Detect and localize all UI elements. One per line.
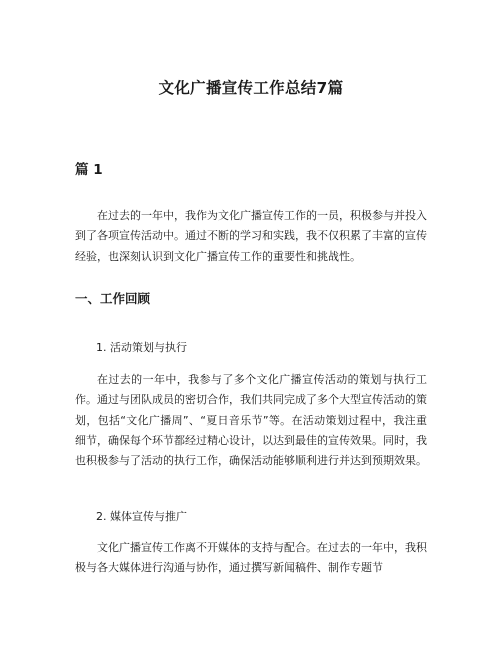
- document-title: 文化广播宣传工作总结7篇: [158, 79, 344, 97]
- intro-paragraph: 在过去的一年中，我作为文化广播宣传工作的一员，积极参与并投入到了各项宣传活动中。通过不断的学习和实践，我不仅积累了丰富的宣传经验，也深刻认识到文化广播宣传工作的重要性和挑战性。: [75, 209, 427, 263]
- subheading-media-promotion: 2. 媒体宣传与推广: [96, 510, 187, 523]
- section-title: 篇 1: [75, 162, 103, 178]
- media-paragraph: 文化广播宣传工作离不开媒体的支持与配合。在过去的一年中，我积极与各大媒体进行沟通与协作，通过撰写新闻稿件、制作专题节: [75, 541, 427, 575]
- subheading-activity-planning: 1. 活动策划与执行: [96, 341, 187, 354]
- activity-paragraph: 在过去的一年中，我参与了多个文化广播宣传活动的策划与执行工作。通过与团队成员的密切合作，我们共同完成了多个大型宣传活动的策划，包括“文化广播周”、“夏日音乐节”等。在活动策划过程中，我注重细节，确保每个环节都经过精心设计，以达到最佳的宣传效果。同时，我也积极参与了活动的执行工作，确保活动能够顺利进行并达到预期效果。: [75, 373, 427, 468]
- heading-work-review: 一、工作回顾: [75, 291, 151, 306]
